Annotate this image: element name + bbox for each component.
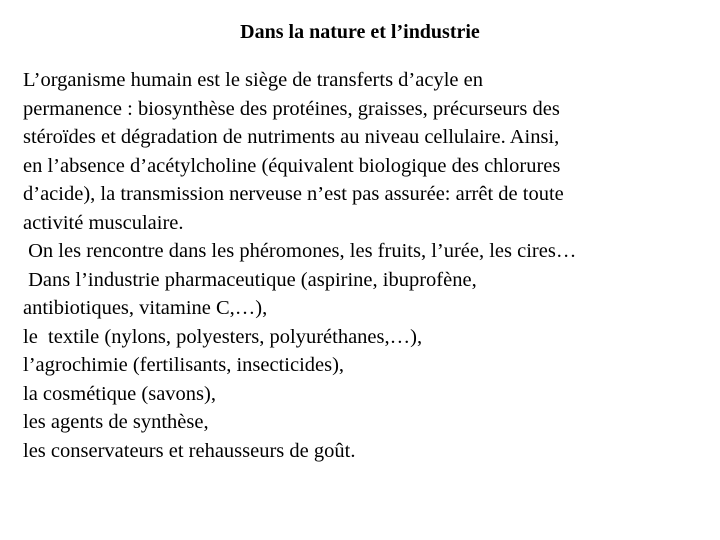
- body-line-6: activité musculaire.: [23, 211, 184, 234]
- body-line-5: d’acide), la transmission nerveuse n’est pas assurée: arrêt de toute: [23, 183, 564, 205]
- body-line-3: stéroïdes et dégradation de nutriments au niveau cellulaire. Ainsi,: [23, 126, 560, 148]
- body-line-13: les agents de synthèse,: [23, 411, 209, 433]
- slide-body: [23, 66, 713, 465]
- body-line-2: permanence : biosynthèse des protéines, graisses, précurseurs des: [23, 97, 560, 120]
- body-line-10: le textile (nylons, polyesters, polyuréthanes,…),: [23, 325, 423, 348]
- body-line-11: l’agrochimie (fertilisants, insecticides),: [23, 354, 345, 376]
- slide-title: Dans la nature et l’industrie: [240, 21, 480, 43]
- body-line-4: en l’absence d’acétylcholine (équivalent biologique des chlorures: [23, 154, 561, 177]
- body-line-14: les conservateurs et rehausseurs de goût.: [23, 439, 356, 462]
- body-line-7: On les rencontre dans les phéromones, les fruits, l’urée, les cires…: [23, 240, 577, 262]
- body-line-9: antibiotiques, vitamine C,…),: [23, 297, 268, 319]
- body-line-12: la cosmétique (savons),: [23, 382, 216, 405]
- body-line-1: L’organisme humain est le siège de transferts d’acyle en: [23, 69, 483, 91]
- body-line-8: Dans l’industrie pharmaceutique (aspirine, ibuprofène,: [23, 268, 477, 291]
